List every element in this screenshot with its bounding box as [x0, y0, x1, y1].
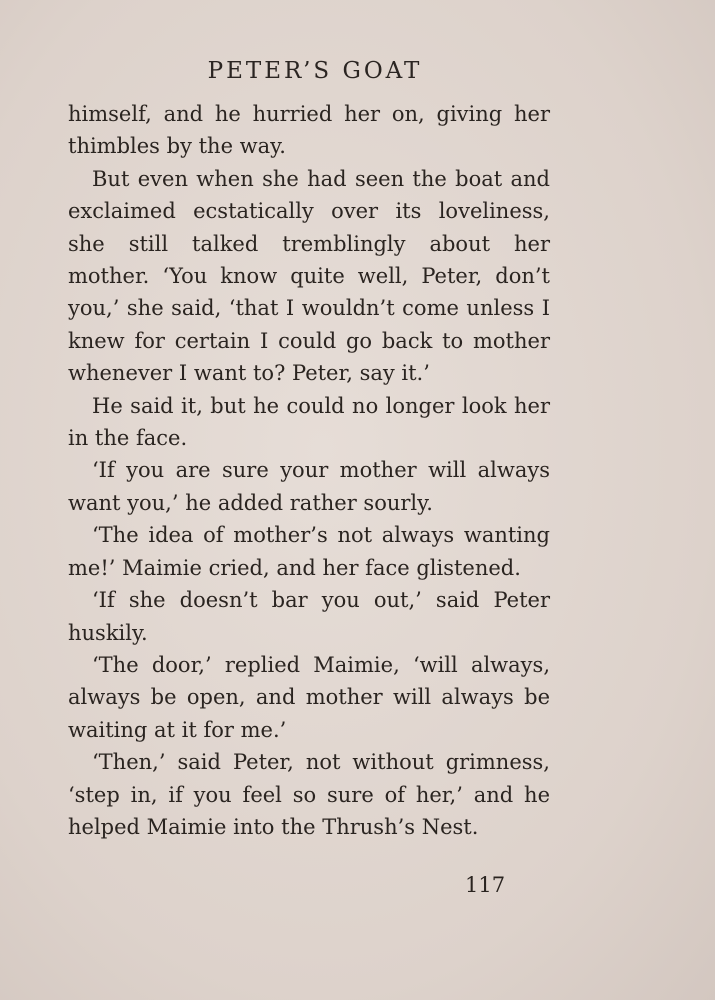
page-number: 117 [465, 873, 506, 897]
paragraph: ‘If she doesn’t bar you out,’ said Peter huskily. [68, 588, 550, 645]
running-head: PETER’S GOAT [207, 58, 423, 84]
paragraph: ‘Then,’ said Peter, not without grimness, ‘step in, if you feel so sure of her,’ and he helped Maimie into the Thrush’s Nest. [68, 750, 550, 839]
paragraph: But even when she had seen the boat and exclaimed ecstatically over its loveliness, she still talked tremblingly about her mother. ‘You know quite well, Peter, don’t you,’ she said, ‘that I wouldn’t come unless I knew for certain I could go back to mother whenever I want to? Peter, say it.’ [68, 166, 550, 386]
paragraph: ‘If you are sure your mother will always want you,’ he added rather sourly. [68, 458, 550, 515]
paragraph: himself, and he hurried her on, giving her thimbles by the way. [68, 102, 550, 159]
paragraph: ‘The idea of mother’s not always wanting me!’ Maimie cried, and her face glistened. [68, 523, 550, 580]
paragraph: He said it, but he could no longer look her in the face. [68, 393, 550, 451]
body-text [68, 98, 550, 843]
paragraph: ‘The door,’ replied Maimie, ‘will always, always be open, and mother will always be waiting at it for me.’ [68, 652, 550, 742]
